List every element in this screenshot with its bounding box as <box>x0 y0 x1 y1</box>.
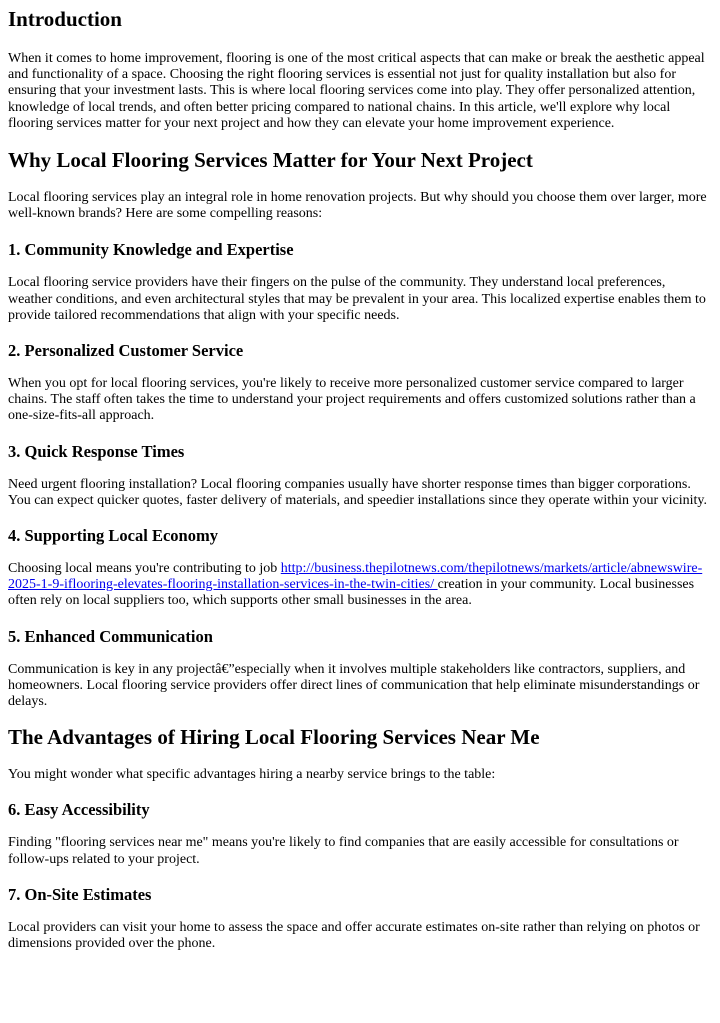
section-4-heading: 4. Supporting Local Economy <box>8 526 218 546</box>
section-4-text-before: Choosing local means you're contributing to job <box>8 561 281 577</box>
section-5-heading: 5. Enhanced Communication <box>8 626 213 646</box>
section-3-heading: 3. Quick Response Times <box>8 441 185 461</box>
advantages-heading: The Advantages of Hiring Local Flooring Services Near Me <box>8 725 540 750</box>
section-2-paragraph: When you opt for local flooring services, you're likely to receive more personalized customer service compared to larger chains. The staff often takes the time to understand your project requirements and offers customized solutions rather than a one-size-fits-all approach. <box>8 376 696 424</box>
section-5-paragraph: Communication is key in any projectâ€”especially when it involves multiple stakeholders like contractors, suppliers, and homeowners. Local flooring service providers offer direct lines of communication that help eliminate misunderstandings or delays. <box>8 661 700 710</box>
intro-heading: Introduction <box>8 7 122 31</box>
why-heading: Why Local Flooring Services Matter for Your Next Project <box>8 148 533 173</box>
pilotnews-article-link[interactable]: http://business.thepilotnews.com/thepilotnews/markets/article/abnewswire-2025-1-9-iflooring-elevates-flooring-installation-services-in-the-twin-cities/ <box>8 561 703 593</box>
section-1-paragraph: Local flooring service providers have their fingers on the pulse of the community. They understand local preferences, weather conditions, and even architectural styles that may be prevalent in your area. This localized expertise enables them to provide tailored recommendations that align with your specific needs. <box>8 275 706 323</box>
section-4-text-after: creation in your community. Local businesses often rely on local suppliers too, which supports other small businesses in the area. <box>8 577 695 609</box>
section-1-heading: 1. Community Knowledge and Expertise <box>8 240 294 260</box>
section-2-heading: 2. Personalized Customer Service <box>8 341 244 361</box>
advantages-paragraph: You might wonder what specific advantages hiring a nearby service brings to the table: <box>8 767 496 783</box>
section-4-paragraph <box>8 561 712 610</box>
section-6-paragraph: Finding "flooring services near me" means you're likely to find companies that are easily accessible for consultations or follow-ups related to your project. <box>8 835 679 867</box>
article <box>0 6 720 952</box>
section-7-heading: 7. On-Site Estimates <box>8 884 152 904</box>
section-3-paragraph: Need urgent flooring installation? Local flooring companies usually have shorter response times than bigger corporations. You can expect quicker quotes, faster delivery of materials, and speedier installations since they operate within your vicinity. <box>8 476 708 508</box>
section-6-heading: 6. Easy Accessibility <box>8 800 150 820</box>
why-paragraph: Local flooring services play an integral role in home renovation projects. But why should you choose them over larger, more well-known brands? Here are some compelling reasons: <box>8 190 707 222</box>
intro-paragraph: When it comes to home improvement, flooring is one of the most critical aspects that can make or break the aesthetic appeal and functionality of a space. Choosing the right flooring services is essential not just for quality installation but also for ensuring that your investment lasts. This is where local flooring services come into play. They offer personalized attention, knowledge of local trends, and often better pricing compared to national chains. In this article, we'll explore why local flooring services matter for your next project and how they can elevate your home improvement experience. <box>8 51 705 131</box>
section-7-paragraph: Local providers can visit your home to assess the space and offer accurate estimates on-site rather than relying on photos or dimensions provided over the phone. <box>8 919 700 952</box>
